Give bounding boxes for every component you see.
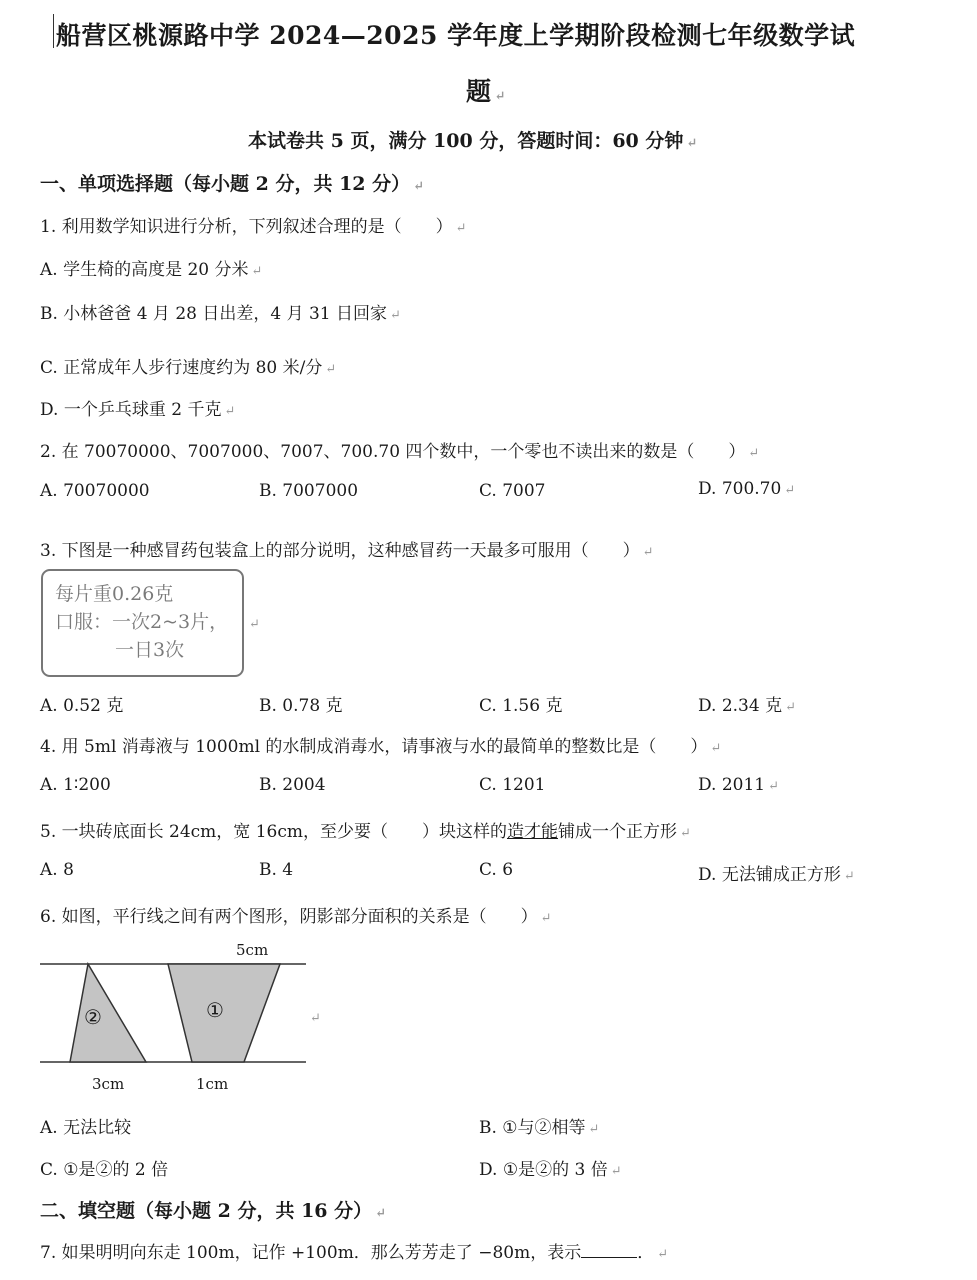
q5-option-a: A. 8	[40, 860, 74, 880]
answer-blank[interactable]	[581, 1243, 637, 1258]
q1-option-c: C. 正常成年人步行速度约为 80 米/分 ↵	[40, 358, 337, 378]
q6-option-c: C. ①是②的 2 倍	[40, 1160, 169, 1180]
trapezoid-base-label: 1cm	[196, 1075, 229, 1093]
triangle-base-label: 3cm	[92, 1075, 125, 1093]
q3-option-d: D. 2.34 克 ↵	[698, 696, 796, 716]
shaded-trapezoid-1	[168, 964, 280, 1062]
q1-option-a: A. 学生椅的高度是 20 分米 ↵	[40, 260, 263, 280]
exam-title-line2: 题 ↵	[466, 77, 506, 106]
exam-title-line1: 船营区桃源路中学 2024—2025 学年度上学期阶段检测七年级数学试	[56, 21, 856, 50]
q4-option-c: C. 1201	[479, 775, 546, 795]
medicine-label-box	[41, 569, 260, 677]
exam-info: 本试卷共 5 页，满分 100 分，答题时间：60 分钟 ↵	[248, 130, 698, 152]
q5-stem: 5. 一块砖底面长 24cm，宽 16cm，至少要（ ）块这样的造才能铺成一个正方形 ↵	[40, 822, 691, 842]
medicine-dose-text: 口服：一次2~3片，	[55, 611, 229, 633]
q6-option-b: B. ①与②相等 ↵	[479, 1118, 600, 1138]
q4-option-d: D. 2011 ↵	[698, 775, 780, 795]
return-mark: ↵	[310, 1011, 321, 1026]
medicine-frequency-text: 一日3次	[115, 639, 185, 661]
section1-heading: 一、单项选择题（每小题 2 分，共 12 分） ↵	[40, 173, 425, 195]
q3-option-a: A. 0.52 克	[40, 696, 124, 716]
q1-option-b: B. 小林爸爸 4 月 28 日出差，4 月 31 日回家 ↵	[40, 304, 401, 324]
q3-stem: 3. 下图是一种感冒药包装盒上的部分说明，这种感冒药一天最多可服用（ ） ↵	[40, 541, 654, 561]
q5-option-b: B. 4	[259, 860, 294, 880]
top-length-label: 5cm	[236, 941, 269, 959]
q5-option-c: C. 6	[479, 860, 514, 880]
q2-option-d: D. 700.70 ↵	[698, 479, 796, 499]
q4-option-a: A. 1∶200	[40, 775, 111, 795]
shaded-triangle-2	[70, 964, 146, 1062]
q4-option-b: B. 2004	[259, 775, 326, 795]
shape-1-label: ①	[206, 998, 224, 1022]
q2-option-b: B. 7007000	[259, 481, 359, 501]
return-mark: ↵	[249, 617, 260, 632]
q2-option-a: A. 70070000	[40, 481, 150, 501]
q6-option-d: D. ①是②的 3 倍 ↵	[479, 1160, 622, 1180]
q7-stem: 7. 如果明明向东走 100m，记作 +100m．那么芳芳走了 −80m，表示 ． ↵	[40, 1243, 669, 1263]
q6-stem: 6. 如图，平行线之间有两个图形，阴影部分面积的关系是（ ） ↵	[40, 907, 552, 927]
q1-stem: 1. 利用数学知识进行分析，下列叙述合理的是（ ） ↵	[40, 217, 467, 237]
q3-option-c: C. 1.56 克	[479, 696, 563, 716]
q5-option-d: D. 无法铺成正方形 ↵	[698, 865, 855, 885]
section2-heading: 二、填空题（每小题 2 分，共 16 分） ↵	[40, 1200, 387, 1222]
q1-option-d: D. 一个乒乓球重 2 千克 ↵	[40, 400, 236, 420]
parallel-lines-figure	[36, 936, 336, 1096]
q3-option-b: B. 0.78 克	[259, 696, 343, 716]
medicine-weight-text: 每片重0.26克	[55, 583, 174, 605]
q6-option-a: A. 无法比较	[40, 1118, 132, 1138]
q2-option-c: C. 7007	[479, 481, 546, 501]
q2-stem: 2. 在 70070000、7007000、7007、700.70 四个数中，一个零也不读出来的数是（ ） ↵	[40, 442, 760, 462]
q4-stem: 4. 用 5ml 消毒液与 1000ml 的水制成消毒水，请事液与水的最简单的整数比是（ ） ↵	[40, 737, 722, 757]
shape-2-label: ②	[84, 1005, 102, 1029]
text-cursor	[53, 14, 54, 48]
